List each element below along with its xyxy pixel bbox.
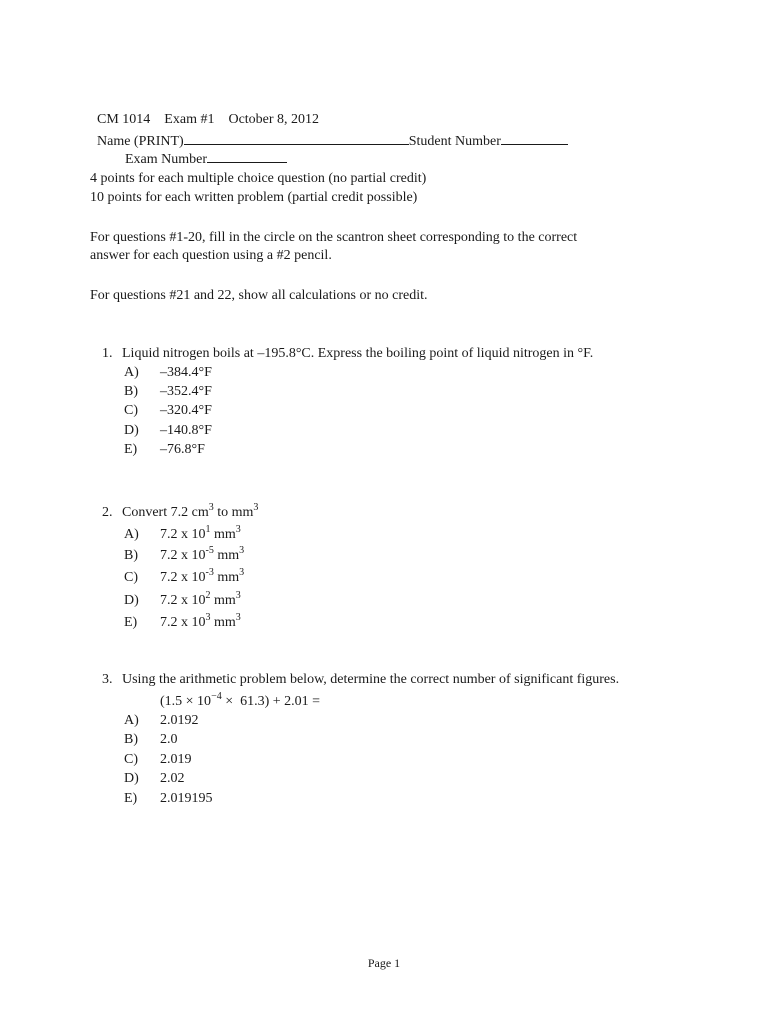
exam-date: October 8, 2012 [228,112,320,127]
question-2-option-a: A) 7.2 x $10^1$ $mm^3$ [124,524,241,542]
question-2-option-c: C) 7.2 x $10^{-3}$ $mm^3$ [124,567,245,585]
student-number-label: Student Number [408,134,501,149]
instructions-mc-line1: For questions #1-20, fill in the circle on the scantron sheet corresponding to the correct [90,230,578,245]
question-3-option-c: C) 2.019 [124,752,192,767]
question-3-expression: $(1.5 \times 10^{-4} \times 61.3) + 2.01$ = [160,691,321,709]
scoring-mc: 4 points for each multiple choice question (no partial credit) [90,171,427,186]
question-1-text: Liquid nitrogen boils at –195.8°C. Express the boiling point of liquid nitrogen in °F. [122,346,594,361]
question-3-option-d: D) 2.02 [124,771,185,786]
question-2-option-d: D) 7.2 x $10^2$ $mm^3$ [124,590,241,608]
exam-title: Exam #1 [164,112,215,127]
exam-number-line [118,131,287,169]
question-1-option-a: A) –384.4°F [124,365,212,380]
question-2-number: 2. [102,505,113,520]
question-3-text: Using the arithmetic problem below, determine the correct number of significant figures. [122,672,620,687]
question-1-option-e: E) –76.8°F [124,442,205,457]
question-2-text: Convert 7.2 $cm^3$ to $mm^3$ [122,502,259,520]
name-label: Name (PRINT) [97,134,184,149]
instructions-written: For questions #21 and 22, show all calculations or no credit. [90,288,428,303]
question-3-option-b: B) 2.0 [124,732,178,747]
question-2-option-e: E) 7.2 x $10^3$ $mm^3$ [124,612,241,630]
question-1-option-c: C) –320.4°F [124,403,212,418]
exam-number-blank [207,149,287,163]
question-2-option-b: B) 7.2 x $10^{-5}$ $mm^3$ [124,545,245,563]
course-code: CM 1014 [97,112,151,127]
scoring-written: 10 points for each written problem (partial credit possible) [90,190,418,205]
student-number-blank [501,131,568,145]
question-1-number: 1. [102,346,113,361]
question-1-option-b: B) –352.4°F [124,384,212,399]
question-3-option-a: A) 2.0192 [124,713,199,728]
exam-number-label: Exam Number [125,152,208,167]
question-1-option-d: D) –140.8°F [124,423,212,438]
instructions-mc-line2: answer for each question using a #2 pencil. [90,248,332,263]
page-number: Page 1 [367,956,401,970]
question-3-option-e: E) 2.019195 [124,791,213,806]
question-3-number: 3. [102,672,113,687]
